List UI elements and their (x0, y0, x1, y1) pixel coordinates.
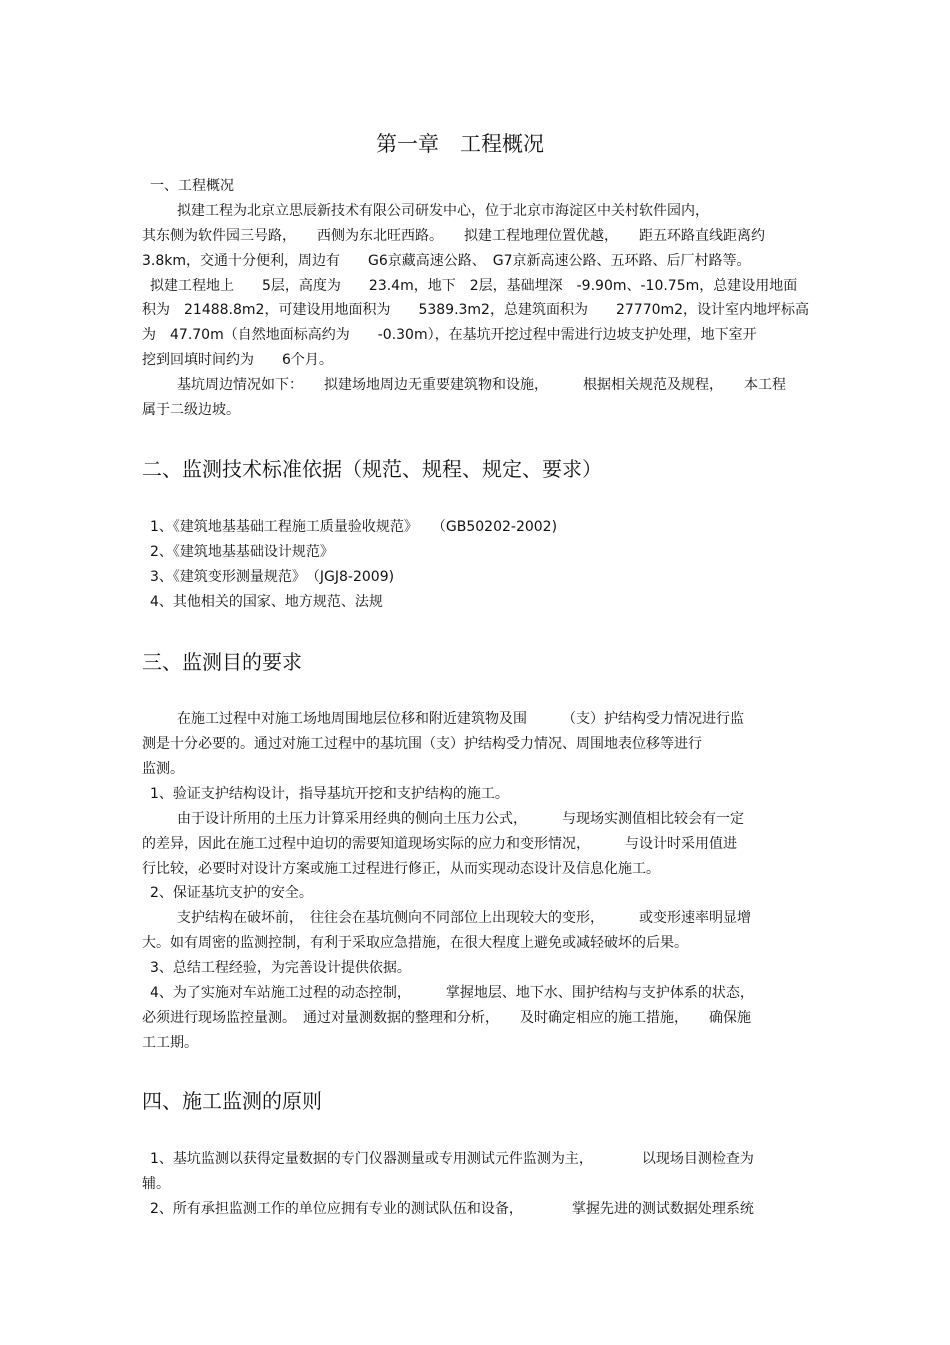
list-item: 1、《建筑地基基础工程施工质量验收规范》 （GB50202-2002) (150, 519, 558, 535)
list-item: 3、《建筑变形测量规范》 （JGJ8-2009) (150, 569, 395, 585)
paragraph-line: 1、验证支护结构设计，指导基坑开挖和支护结构的施工。 (150, 786, 509, 802)
paragraph-line: 2、保证基坑支护的安全。 (150, 885, 313, 901)
list-item: 4、其他相关的国家、地方规范、法规 (150, 594, 383, 610)
section-2-heading: 二、监测技术标准依据（规范、规程、规定、要求） (142, 457, 602, 481)
paragraph-line: 必须进行现场监控量测。 通过对量测数据的整理和分析， 及时确定相应的施工措施， 确保施 (142, 1010, 751, 1026)
paragraph-line: 1、基坑监测以获得定量数据的专门仪器测量或专用测试元件监测为主， 以现场目测检查为 (150, 1151, 754, 1167)
paragraph-line: 2、所有承担监测工作的单位应拥有专业的测试队伍和设备， 掌握先进的测试数据处理系统 (150, 1201, 754, 1217)
section-4-heading: 四、施工监测的原则 (142, 1089, 322, 1113)
paragraph-line: 积为 21488.8m2，可建设用地面积为 5389.3m2，总建筑面积为 27770m2，设计室内地坪标高 (142, 302, 810, 318)
paragraph-line: 其东侧为软件园三号路， 西侧为东北旺西路。 拟建工程地理位置优越， 距五环路直线距离约 (142, 228, 765, 244)
list-item: 2、《建筑地基基础设计规范》 (150, 544, 334, 560)
paragraph-line: 行比较，必要时对设计方案或施工过程进行修正，从而实现动态设计及信息化施工。 (142, 861, 660, 877)
paragraph-line: 挖到回填时间约为 6个月。 (142, 352, 333, 368)
section-1-heading: 一、工程概况 (150, 178, 234, 194)
paragraph-line: 拟建工程为北京立思辰新技术有限公司研发中心，位于北京市海淀区中关村软件园内， (177, 203, 709, 219)
chapter-title: 第一章 工程概况 (376, 132, 544, 156)
paragraph-line: 的差异，因此在施工过程中迫切的需要知道现场实际的应力和变形情况， 与设计时采用值进 (142, 836, 737, 852)
paragraph-line: 在施工过程中对施工场地周围地层位移和附近建筑物及围 （支）护结构受力情况进行监 (177, 711, 744, 727)
paragraph-line: 大。如有周密的监测控制，有利于采取应急措施，在很大程度上避免或减轻破坏的后果。 (142, 935, 688, 951)
paragraph-line: 基坑周边情况如下： 拟建场地周边无重要建筑物和设施， 根据相关规范及规程， 本工程 (177, 377, 786, 393)
paragraph-line: 工工期。 (142, 1035, 198, 1051)
paragraph-line: 为 47.70m（自然地面标高约为 -0.30m），在基坑开挖过程中需进行边坡支护处理，地下室开 (142, 327, 757, 343)
paragraph-line: 监测。 (142, 761, 184, 777)
paragraph-line: 测是十分必要的。通过对施工过程中的基坑围（支）护结构受力情况、周围地表位移等进行 (142, 736, 702, 752)
paragraph-line: 由于设计所用的土压力计算采用经典的侧向土压力公式， 与现场实测值相比较会有一定 (177, 811, 744, 827)
paragraph-line: 属于二级边坡。 (142, 402, 240, 418)
paragraph-line: 支护结构在破坏前， 往往会在基坑侧向不同部位上出现较大的变形， 或变形速率明显增 (177, 910, 751, 926)
paragraph-line: 3.8km，交通十分便利，周边有 G6京藏高速公路、 G7京新高速公路、五环路、后厂村路等。 (142, 253, 751, 269)
paragraph-line: 拟建工程地上 5层，高度为 23.4m，地下 2层，基础埋深 -9.90m、-10.75m，总建设用地面 (150, 278, 798, 294)
section-3-heading: 三、监测目的要求 (142, 650, 302, 674)
paragraph-line: 4、为了实施对车站施工过程的动态控制， 掌握地层、地下水、围护结构与支护体系的状态， (150, 985, 754, 1001)
paragraph-line: 3、总结工程经验，为完善设计提供依据。 (150, 960, 411, 976)
paragraph-line: 辅。 (142, 1176, 170, 1192)
